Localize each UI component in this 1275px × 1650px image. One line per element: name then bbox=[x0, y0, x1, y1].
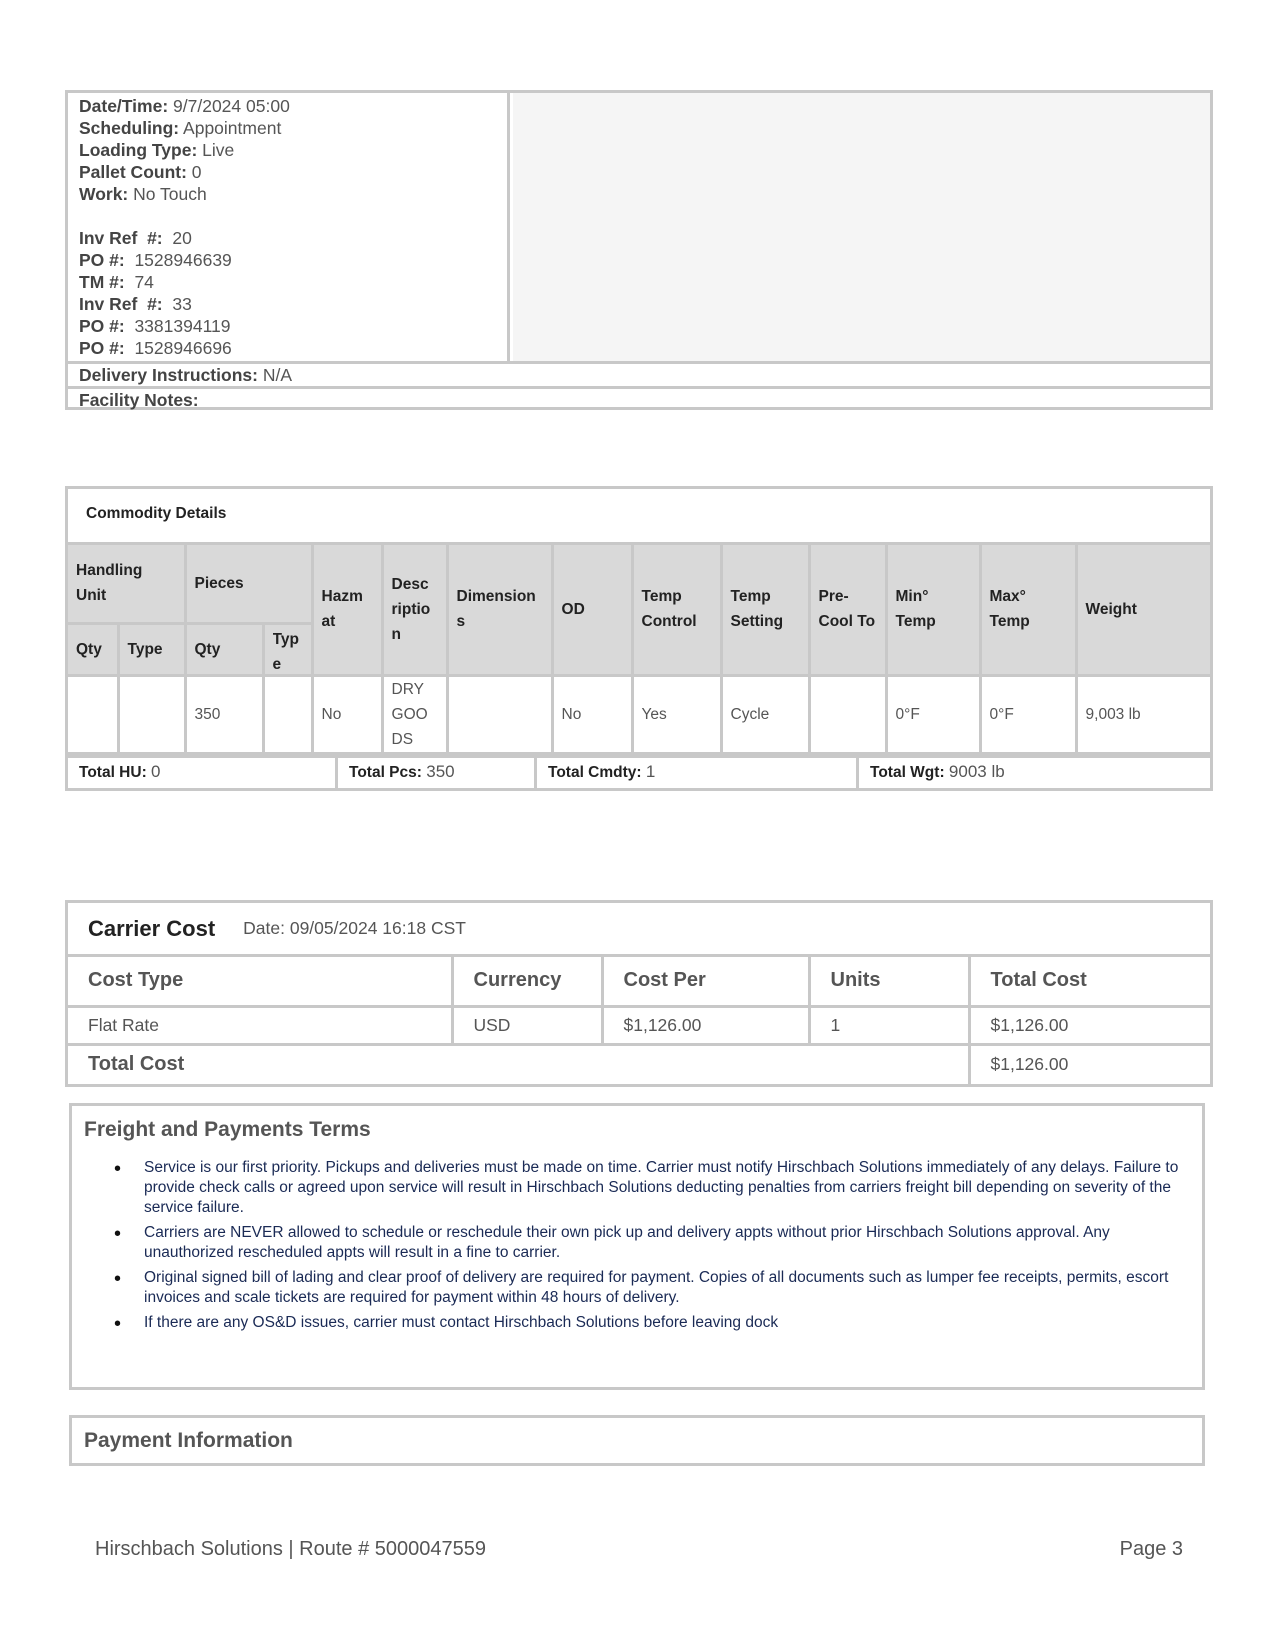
cell-cost-type: Flat Rate bbox=[68, 1006, 452, 1044]
cost-total-label: Total Cost bbox=[68, 1044, 969, 1084]
carrier-cost-date: Date: 09/05/2024 16:18 CST bbox=[243, 918, 466, 938]
stop-details-box bbox=[65, 90, 1213, 410]
stop-field-datetime: Date/Time: 9/7/2024 05:00 bbox=[79, 96, 290, 116]
cell-description: DRY GOO DS bbox=[382, 675, 447, 753]
header-hazmat: Hazm at bbox=[312, 545, 382, 675]
header-description: Desc riptio n bbox=[382, 545, 447, 675]
stop-field-work: Work: No Touch bbox=[79, 184, 207, 204]
bullet-icon: • bbox=[114, 1158, 122, 1180]
page-number: Page 3 bbox=[1119, 1538, 1183, 1560]
terms-item: • If there are any OS&D issues, carrier must contact Hirschbach Solutions before leaving dock bbox=[114, 1313, 779, 1335]
cell-temp-setting: Cycle bbox=[721, 675, 809, 753]
ref-tm: TM #: 74 bbox=[79, 272, 154, 292]
stop-details-right-panel bbox=[513, 93, 1210, 361]
carrier-cost-title: Carrier Cost bbox=[88, 915, 216, 941]
cell-od: No bbox=[552, 675, 632, 753]
total-cmdty: Total Cmdty: 1 bbox=[537, 758, 859, 788]
terms-title: Freight and Payments Terms bbox=[84, 1118, 371, 1141]
cell-hu-type bbox=[118, 675, 185, 753]
commodity-row bbox=[68, 675, 1210, 753]
carrier-cost-table bbox=[65, 900, 1213, 1087]
commodity-totals bbox=[68, 755, 1210, 788]
cell-min-temp: 0°F bbox=[886, 675, 980, 753]
terms-item: • Original signed bill of lading and clear proof of delivery are required for payment. Copies of all documents such as lumper fee receipts, permits, escort invoices and scale tickets are required for payment within 48 hours of delivery. bbox=[114, 1268, 1169, 1306]
header-cost-per: Cost Per bbox=[602, 957, 809, 1006]
commodity-details-title: Commodity Details bbox=[68, 489, 1210, 545]
freight-payment-terms bbox=[69, 1103, 1205, 1390]
cell-temp-control: Yes bbox=[632, 675, 721, 753]
cost-total-value: $1,126.00 bbox=[969, 1044, 1210, 1084]
header-precool: Pre- Cool To bbox=[809, 545, 886, 675]
cell-pcs-qty: 350 bbox=[185, 675, 263, 753]
cell-max-temp: 0°F bbox=[980, 675, 1076, 753]
cell-weight: 9,003 lb bbox=[1076, 675, 1210, 753]
header-hu-qty: Qty bbox=[68, 623, 118, 675]
cell-pcs-type bbox=[263, 675, 312, 753]
footer-route: Hirschbach Solutions | Route # 5000047559 bbox=[95, 1538, 487, 1560]
cell-dimensions bbox=[447, 675, 552, 753]
header-handling-unit: Handling Unit bbox=[68, 545, 185, 623]
header-cost-type: Cost Type bbox=[68, 957, 452, 1006]
bullet-icon: • bbox=[114, 1223, 122, 1245]
total-wgt: Total Wgt: 9003 lb bbox=[870, 761, 1005, 781]
header-max-temp: Max° Temp bbox=[980, 545, 1076, 675]
carrier-cost-header bbox=[68, 903, 1210, 957]
cell-units: 1 bbox=[809, 1006, 969, 1044]
header-currency: Currency bbox=[452, 957, 602, 1006]
header-dimensions: Dimension s bbox=[447, 545, 552, 675]
stop-field-scheduling: Scheduling: Appointment bbox=[79, 118, 282, 138]
header-units: Units bbox=[809, 957, 969, 1006]
header-temp-control: Temp Control bbox=[632, 545, 721, 675]
terms-item: • Service is our first priority. Pickups and deliveries must be made on time. Carrier must notify Hirschbach Solutions immediately of any delays. Failure to provide check calls or agreed upon service will result in Hirschbach Solutions deducting penalties from carriers freight bill depending on severity of the service failure. bbox=[114, 1158, 1179, 1216]
ref-po: PO #: 1528946639 bbox=[79, 250, 232, 270]
commodity-details-table bbox=[65, 486, 1213, 791]
header-temp-setting: Temp Setting bbox=[721, 545, 809, 675]
cost-total-row bbox=[68, 1044, 1210, 1084]
ref-po: PO #: 3381394119 bbox=[79, 316, 231, 336]
total-pcs: Total Pcs: 350 bbox=[338, 758, 537, 788]
facility-notes: Facility Notes: bbox=[68, 386, 1210, 411]
header-pcs-qty: Qty bbox=[185, 623, 263, 675]
ref-inv-ref: Inv Ref #: 20 bbox=[79, 228, 192, 248]
cell-precool bbox=[809, 675, 886, 753]
header-hu-type: Type bbox=[118, 623, 185, 675]
header-pcs-type: Typ e bbox=[263, 623, 312, 675]
delivery-instructions: Delivery Instructions: N/A bbox=[68, 361, 1210, 386]
payment-information: Payment Information bbox=[69, 1415, 1205, 1466]
cell-currency: USD bbox=[452, 1006, 602, 1044]
bullet-icon: • bbox=[114, 1268, 122, 1290]
cell-cost-per: $1,126.00 bbox=[602, 1006, 809, 1044]
terms-item: • Carriers are NEVER allowed to schedule or reschedule their own pick up and delivery appts without prior Hirschbach Solutions approval. Any unauthorized rescheduled appts will result in a fine to carrier. bbox=[114, 1223, 1110, 1261]
ref-inv-ref: Inv Ref #: 33 bbox=[79, 294, 192, 314]
stop-field-loading-type: Loading Type: Live bbox=[79, 140, 235, 160]
header-total-cost: Total Cost bbox=[969, 957, 1210, 1006]
header-min-temp: Min° Temp bbox=[886, 545, 980, 675]
ref-po: PO #: 1528946696 bbox=[79, 338, 232, 358]
header-od: OD bbox=[552, 545, 632, 675]
cell-hazmat: No bbox=[312, 675, 382, 753]
stop-field-pallet-count: Pallet Count: 0 bbox=[79, 162, 202, 182]
header-pieces: Pieces bbox=[185, 545, 312, 623]
cell-total-cost: $1,126.00 bbox=[969, 1006, 1210, 1044]
stop-details-left bbox=[68, 93, 510, 361]
cost-row bbox=[68, 1006, 1210, 1044]
bullet-icon: • bbox=[114, 1313, 122, 1335]
header-weight: Weight bbox=[1076, 545, 1210, 675]
cell-hu-qty bbox=[68, 675, 118, 753]
total-hu: Total HU: 0 bbox=[68, 758, 338, 788]
